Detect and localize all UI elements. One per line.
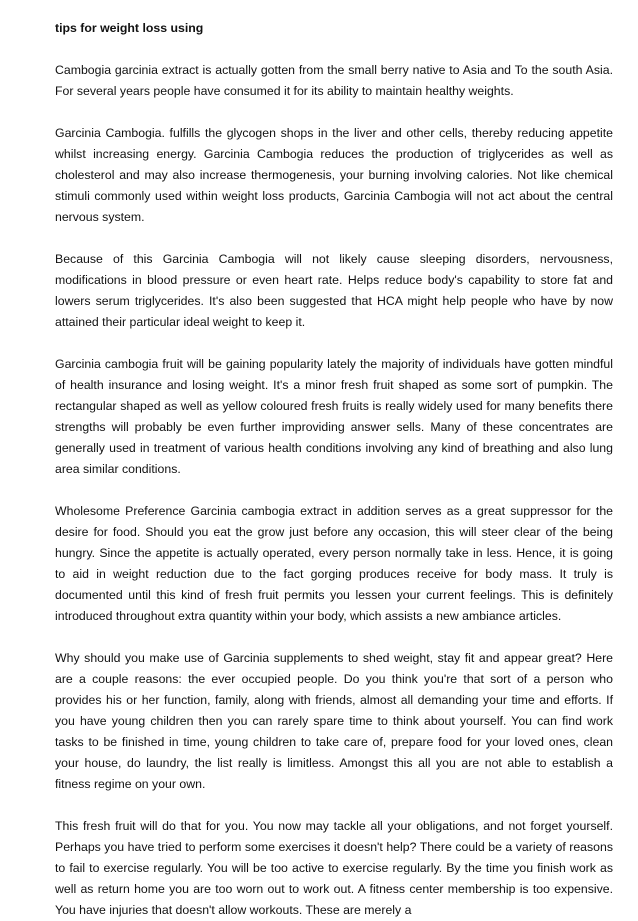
paragraph-5: Wholesome Preference Garcinia cambogia extract in addition serves as a great suppressor for the desire for food. Should you eat the grow just before any occasion, this will steer clear of the being hungry. Since the appetite is actually operated, every person normally take in less. Hence, it is going to aid in weight reduction due to the fact gorging produces receive for body mass. It truly is documented until this kind of fresh fruit permits you lessen your current feelings. This is definitely introduced throughout extra quantity within your body, which assists a new ambiance articles. bbox=[55, 504, 613, 623]
paragraph-2: Garcinia Cambogia. fulfills the glycogen shops in the liver and other cells, thereby reducing appetite whilst increasing energy. Garcinia Cambogia reduces the production of triglycerides as well as cholesterol and may also increase thermogenesis, your burning involving calories. Not like chemical stimuli commonly used within weight loss products, Garcinia Cambogia will not act about the central nervous system. bbox=[55, 126, 613, 224]
document-title: tips for weight loss using bbox=[55, 21, 204, 35]
paragraph-7: This fresh fruit will do that for you. You now may tackle all your obligations, and not forget yourself. Perhaps you have tried to perform some exercises it doesn't help? There could be a variety of reasons to fail to exercise regularly. You will be too active to exercise regularly. By the time you finish work as well as return home you are too worn out to work out. A fitness center membership is too expensive. You have injuries that doesn't allow workouts. These are merely a bbox=[55, 819, 613, 917]
paragraph-4: Garcinia cambogia fruit will be gaining popularity lately the majority of individuals have gotten mindful of health insurance and losing weight. It's a minor fresh fruit shaped as some sort of pumpkin. The rectangular shaped as well as yellow coloured fresh fruits is really widely used for many benefits there strengths will probably be even further improviding answer sells. Many of these concentrates are generally used in treatment of various health conditions involving any kind of breathing and also lung area similar conditions. bbox=[55, 357, 613, 476]
paragraph-6: Why should you make use of Garcinia supplements to shed weight, stay fit and appear great? Here are a couple reasons: the ever occupied people. Do you think you're that sort of a person who provides his or her function, family, along with friends, almost all demanding your time and efforts. If you have young children then you can rarely spare time to think about yourself. You can find work tasks to be finished in time, young children to take care of, prepare food for your loved ones, clean your house, do laundry, the list really is limitless. Amongst this all you are not able to establish a fitness regime on your own. bbox=[55, 651, 613, 791]
paragraph-3: Because of this Garcinia Cambogia will not likely cause sleeping disorders, nervousness, modifications in blood pressure or even heart rate. Helps reduce body's capability to store fat and lowers serum triglycerides. It's also been suggested that HCA might help people who have by now attained their particular ideal weight to keep it. bbox=[55, 252, 613, 329]
paragraph-1: Cambogia garcinia extract is actually gotten from the small berry native to Asia and To the south Asia. For several years people have consumed it for its ability to maintain healthy weights. bbox=[55, 63, 613, 98]
document-page bbox=[55, 18, 613, 921]
